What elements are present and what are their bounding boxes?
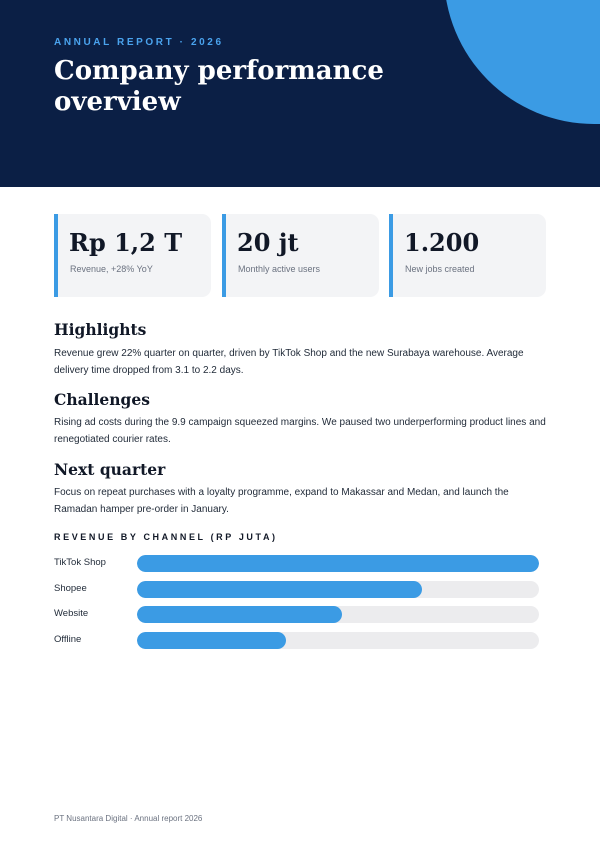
stat-value: 1.200	[404, 228, 480, 257]
chart-title: REVENUE BY CHANNEL (RP JUTA)	[54, 532, 278, 542]
bar-track	[137, 606, 539, 623]
bar-label: Website	[54, 608, 89, 619]
bar-label: Offline	[54, 633, 82, 645]
next-quarter-heading: Next quarter	[54, 460, 166, 479]
bar	[137, 606, 342, 623]
challenges-heading: Challenges	[54, 390, 150, 409]
stat-value: Rp 1,2 T	[69, 228, 183, 257]
bar-track	[137, 581, 539, 598]
report-title: Company performance overview	[54, 56, 384, 117]
bar-label: Shopee	[54, 582, 87, 594]
stat-card-users	[222, 214, 379, 297]
stat-label: Revenue, +28% YoY	[70, 264, 153, 274]
stat-value: 20 jt	[237, 228, 299, 257]
highlights-body: Revenue grew 22% quarter on quarter, driven by TikTok Shop and the new Surabaya warehouse. Average delivery time dropped from 3.1 to 2.2 days.	[54, 348, 524, 376]
decorative-circle	[444, 0, 600, 124]
report-header	[0, 0, 600, 187]
stat-label: New jobs created	[405, 264, 475, 274]
bar-track	[137, 632, 539, 649]
stat-card-jobs	[389, 214, 546, 297]
report-eyebrow: ANNUAL REPORT · 2026	[54, 37, 224, 48]
next-quarter-body: Focus on repeat purchases with a loyalty programme, expand to Makassar and Medan, and launch the Ramadan hamper pre-order in January.	[54, 487, 509, 515]
stat-label: Monthly active users	[238, 264, 321, 274]
footer-text: PT Nusantara Digital · Annual report 2026	[54, 814, 203, 823]
bar	[137, 581, 422, 598]
stat-card-revenue	[54, 214, 211, 297]
bar	[137, 555, 539, 572]
bar-track	[137, 555, 539, 572]
highlights-heading: Highlights	[54, 320, 147, 339]
challenges-body: Rising ad costs during the 9.9 campaign squeezed margins. We paused two underperforming product lines and renegotiated courier rates.	[54, 417, 546, 445]
bar	[137, 632, 286, 649]
bar-label: TikTok Shop	[54, 557, 106, 568]
